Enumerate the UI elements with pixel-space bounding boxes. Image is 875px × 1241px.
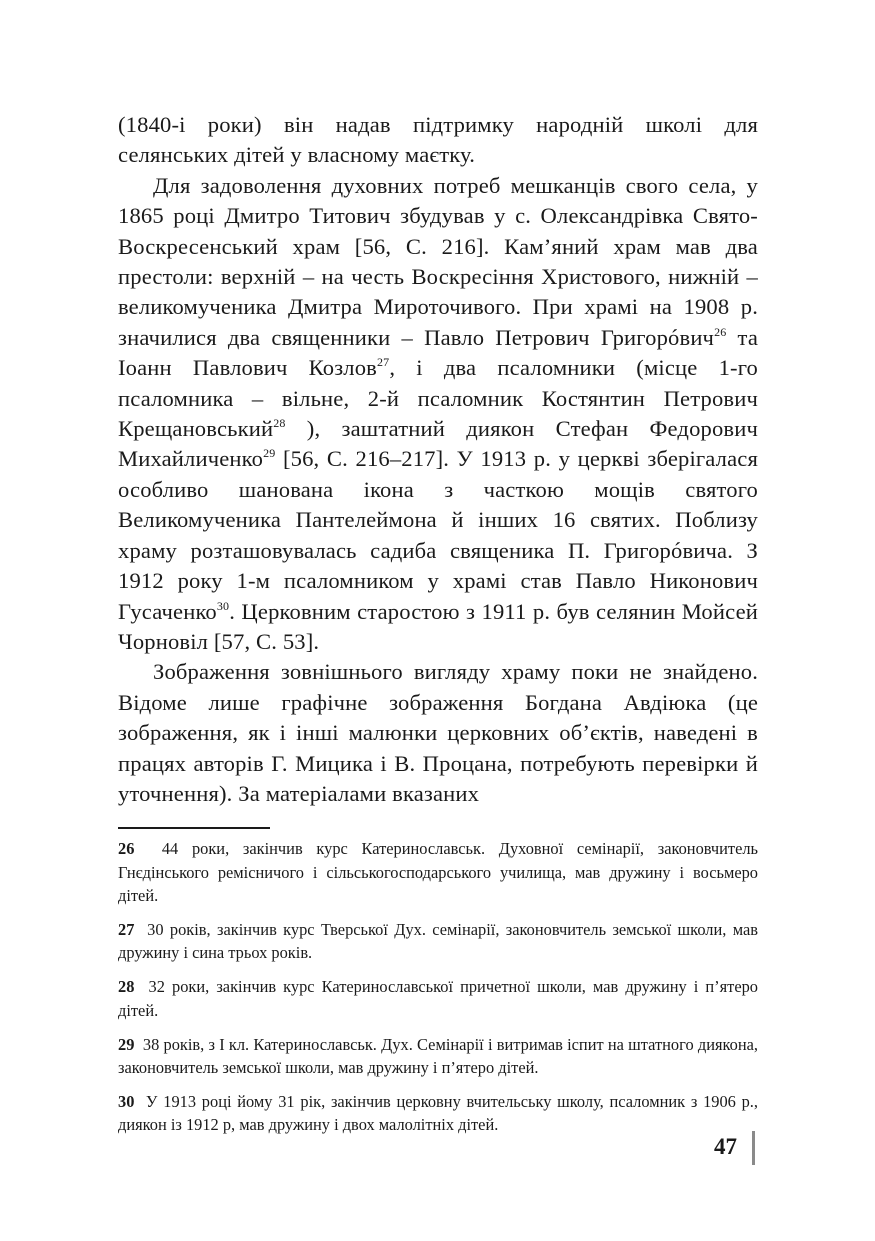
footnote-ref-30[interactable]: 30 [216,598,230,613]
page-number-bar [752,1131,755,1165]
footnote-separator [118,827,270,829]
footnote-number: 29 [118,1034,135,1054]
footnote-number: 28 [118,977,135,997]
paragraph-2-text-1: Для задоволення духовних потреб мешканців свого села, у 1865 році Дмитро Титович збудував у с. Олександрівка Свято-Воскресенський храм [56, С. 216]. Кам’яний храм мав два престоли: верхній – на честь Воскресіння Христового, нижній – великомученика Дмитра Мироточивого. При храмі на 1908 р. значилися два священники – Павло Петрович Григорóвич [118,172,758,350]
footnote-ref-29[interactable]: 29 [263,446,276,461]
footnote-number: 27 [118,919,135,939]
paragraph-2 [118,171,758,658]
paragraph-2-text-2: та Іоанн Павлович Козлов [118,324,759,381]
main-text [118,110,758,809]
paragraph-2-text-6: . Церковним старостою з 1911 р. був селянин Мойсей Чорновіл [57, С. 53]. [118,598,758,654]
footnote-text: 32 роки, закінчив курс Катеринославської причетної школи, мав дружину і п’ятеро дітей. [118,977,758,1020]
page-content [118,110,758,1148]
footnote-text: 44 роки, закінчив курс Катеринославськ. Духовної семінарії, законовчитель Гнєдінського ремісничого і сільськогосподарського училища, мав дружину і восьмеро дітей. [118,839,758,905]
footnote-number: 30 [118,1092,135,1112]
paragraph-2-text-4: ), заштатний диякон Стефан Федорович Михайличенко [118,416,758,472]
footnote-30 [118,1090,758,1136]
paragraph-1: (1840-і роки) він надав підтримку народній школі для селянських дітей у власному маєтку. [118,112,758,168]
page-number: 47 [714,1134,737,1159]
footnote-ref-27[interactable]: 27 [377,355,390,370]
footnotes [118,837,758,1136]
footnote-text: 30 років, закінчив курс Тверської Дух. семінарії, законовчитель земської школи, мав дружину і сина трьох років. [118,919,758,963]
paragraph-2-text-3: , і два псаломники (місце 1-го псаломника – вільне, 2-й псаломник Костянтин Петрович Крещановський [118,355,758,442]
paragraph-3: Зображення зовнішнього вигляду храму поки не знайдено. Відоме лише графічне зображення Богдана Авдіюка (це зображення, як і інші малюнки церковних об’єктів, наведені в працях авторів Г. Мицика і В. Процана, потребують перевірки й уточнення). За матеріалами вказаних [118,659,758,806]
footnote-text: 38 років, з І кл. Катеринославськ. Дух. Семінарії і витримав іспит на штатного диякона, законовчитель земської школи, мав дружину і п’ятеро дітей. [118,1034,758,1077]
footnote-27 [118,918,758,964]
footnote-29 [118,1033,758,1079]
footnote-text: У 1913 році йому 31 рік, закінчив церковну вчительську школу, псаломник з 1906 р., диякон із 1912 р, мав дружину і двох малолітніх дітей. [118,1092,758,1135]
footnote-28 [118,975,758,1021]
footnote-ref-26[interactable]: 26 [714,324,727,339]
footnote-ref-28[interactable]: 28 [273,416,286,431]
footnote-26 [118,837,758,907]
footnote-number: 26 [118,839,135,859]
paragraph-2-text-5: [56, С. 216–217]. У 1913 р. у церкві зберігалася особливо шанована ікона з часткою мощів святого Великомученика Пантелеймона й інших 16 святих. Поблизу храму розташовувалась садиба священика П. Григорóвича. З 1912 року 1-м псаломником у храмі став Павло Никонович Гусаченко [118,446,758,624]
